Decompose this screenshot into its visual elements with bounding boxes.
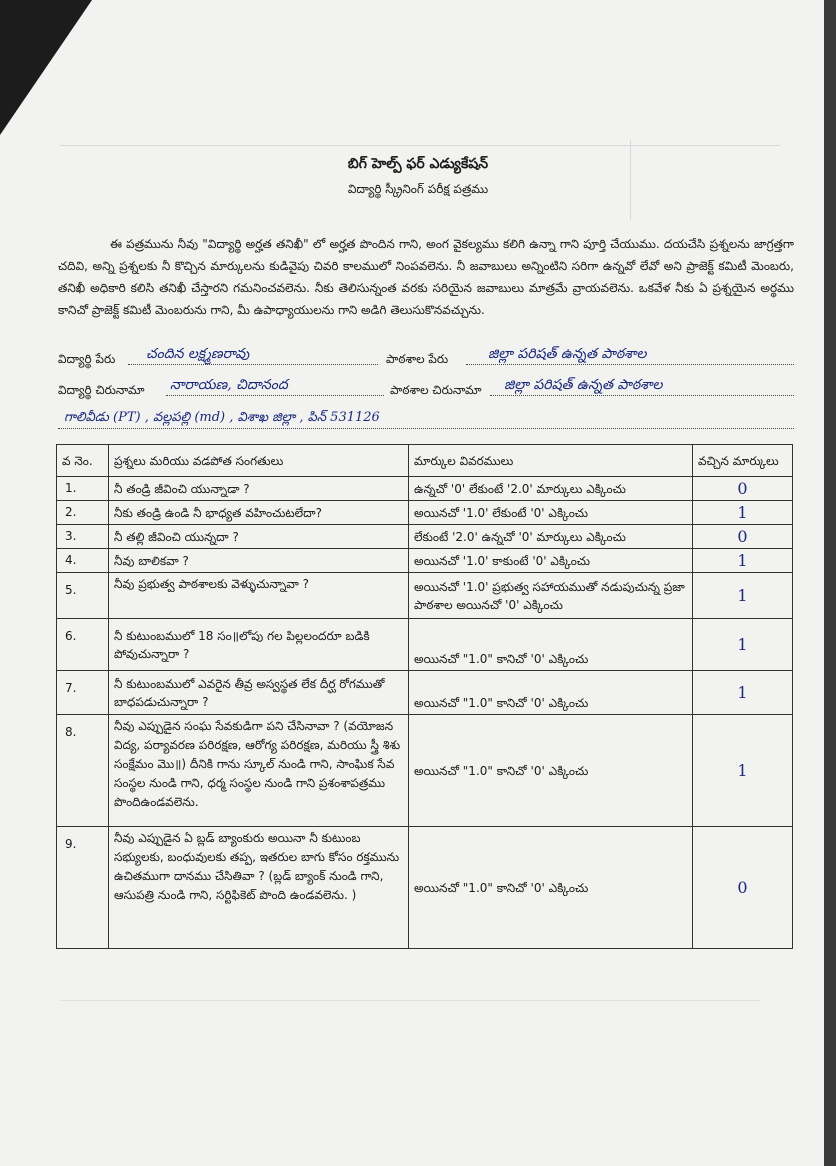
row-sno: 5. — [57, 573, 109, 619]
school-address-label: పాఠశాల చిరునామా — [390, 383, 482, 397]
school-name-value[interactable]: జిల్లా పరిషత్ ఉన్నత పాఠశాల — [488, 346, 647, 362]
row-question: నీవు ఎప్పుడైన సంఘ సేవకుడిగా పని చేసినావా ? (వయోజన విద్య, పర్యావరణ పరిరక్షణ, ఆరోగ్య పరిరక్షణ, మరియు స్త్రీ శిశు సంక్షేమం మొ॥) దీనికి గాను స్కూల్ నుండి గాని, సాంఘిక సేవ సంస్థల నుండి గాని, ధర్మ సంస్థల నుండి గాని ప్రశంశాపత్రము పొందిఉండవలెను. — [109, 715, 409, 827]
row-obtained[interactable]: 0 — [693, 827, 793, 949]
row-obtained[interactable]: 1 — [693, 715, 793, 827]
row-question: నీ తండ్రి జీవించి యున్నాడా ? — [109, 477, 409, 501]
table-row — [57, 715, 793, 827]
row-question: నీ కుటుంబములో 18 సం॥లోపు గల పిల్లలందరూ బడికి పోవుచున్నారా ? — [109, 619, 409, 671]
header-marks-details: మార్కుల వివరములు — [409, 445, 693, 477]
table-row — [57, 477, 793, 501]
row-marks: అయినచో '1.0' కాకుంటే '0' ఎక్కించు — [409, 549, 693, 573]
row-sno: 4. — [57, 549, 109, 573]
row-marks: అయినచో "1.0" కానిచో '0' ఎక్కించు — [409, 715, 693, 827]
showthrough-line — [60, 145, 780, 147]
row-obtained[interactable]: 1 — [693, 573, 793, 619]
table-row — [57, 573, 793, 619]
row-obtained[interactable]: 1 — [693, 619, 793, 671]
student-address-label: విద్యార్థి చిరునామా — [58, 383, 145, 397]
dotted-line — [58, 428, 794, 429]
row-question: నీవు ప్రభుత్వ పాఠశాలకు వెళ్ళుచున్నావా ? — [109, 573, 409, 619]
screening-table — [56, 444, 793, 949]
row-obtained[interactable]: 1 — [693, 549, 793, 573]
row-marks: ఉన్నచో '0' లేకుంటే '2.0' మార్కులు ఎక్కించు — [409, 477, 693, 501]
row-question: నీ తల్లి జీవించి యున్నదా ? — [109, 525, 409, 549]
form-row-name — [58, 346, 794, 374]
row-marks: అయినచో "1.0" కానిచో '0' ఎక్కించు — [409, 827, 693, 949]
table-row — [57, 549, 793, 573]
row-obtained[interactable]: 1 — [693, 501, 793, 525]
row-obtained[interactable]: 0 — [693, 477, 793, 501]
row-marks: లేకుంటే '2.0' ఉన్నచో '0' మార్కులు ఎక్కించు — [409, 525, 693, 549]
row-marks: అయినచో "1.0" కానిచో '0' ఎక్కించు — [409, 619, 693, 671]
row-obtained[interactable]: 1 — [693, 671, 793, 715]
row-marks: అయినచో "1.0" కానిచో '0' ఎక్కించు — [409, 671, 693, 715]
showthrough-line — [60, 1000, 760, 1002]
form-row-address — [58, 377, 794, 405]
student-name-label: విద్యార్థి పేరు — [58, 352, 116, 366]
school-name-label: పాఠశాల పేరు — [386, 352, 449, 366]
student-name-value[interactable]: చందిన లక్ష్మణరావు — [146, 346, 250, 362]
address-line2-value[interactable]: గాలివీడు (PT) , వల్లపల్లి (md) , విశాఖ జిల్లా , పిన్ 531126 — [64, 410, 380, 425]
document-title: బిగ్ హెల్ప్ ఫర్ ఎడ్యుకేషన్ — [347, 156, 489, 172]
table-row — [57, 501, 793, 525]
header-marks-obtained: వచ్చిన మార్కులు — [693, 445, 793, 477]
header-question: ప్రశ్నలు మరియు వడపోత సంగతులు — [109, 445, 409, 477]
folded-corner — [0, 0, 92, 135]
header-sno: వ నెం. — [57, 445, 109, 477]
row-question: నీవు ఎప్పుడైన ఏ బ్లడ్ బ్యాంకురు అయినా నీ కుటుంబ సభ్యులకు, బంధువులకు తప్ప, ఇతరుల బాగు కోసం రక్తమును ఉచితముగా దానము చేసితివా ? (బ్లడ్ బ్యాంక్ నుండి గాని, ఆసుపత్రి నుండి గాని, సర్టిఫికెట్ పొంది ఉండవలెను. ) — [109, 827, 409, 949]
row-marks: అయినచో '1.0' లేకుంటే '0' ఎక్కించు — [409, 501, 693, 525]
row-sno: 8. — [57, 715, 109, 827]
row-sno: 6. — [57, 619, 109, 671]
school-address-value[interactable]: జిల్లా పరిషత్ ఉన్నత పాఠశాల — [504, 377, 663, 393]
row-sno: 3. — [57, 525, 109, 549]
table-row — [57, 619, 793, 671]
row-obtained[interactable]: 0 — [693, 525, 793, 549]
table-header-row — [57, 445, 793, 477]
table-row — [57, 671, 793, 715]
row-sno: 2. — [57, 501, 109, 525]
table-row — [57, 827, 793, 949]
student-address-value[interactable]: నారాయణ, చిదానంద — [170, 377, 288, 393]
row-question: నీ కుటుంబములో ఎవరైన తీవ్ర అస్వస్థత లేక దీర్ఘ రోగముతో బాధపడుచున్నారా ? — [109, 671, 409, 715]
table-row — [57, 525, 793, 549]
document-subtitle: విద్యార్థి స్క్రీనింగ్ పరీక్ష పత్రము — [347, 182, 489, 196]
instructions-paragraph: ఈ పత్రమును నీవు "విద్యార్థి అర్హత తనిఖీ" లో అర్హత పొందిన గాని, అంగ వైకల్యము కలిగి ఉన్నా గాని పూర్తి చేయుము. దయచేసి ప్రశ్నలను జాగ్రత్తగా చదివి, అన్ని ప్రశ్నలకు నీ కొచ్చిన మార్కులను కుడివైపు చివరి కాలములో నింపవలెను. నీ జవాబులు అన్నింటిని సరిగా ఉన్నవో లేవో అని ప్రాజెక్ట్ కమిటీ మెంబరు, తనిఖీ అధికారి కలిసి తనిఖీ చేస్తారని గమనించవలెను. నీకు తెలిసున్నంత వరకు సరియైన జవాబులు మాత్రమే వ్రాయవలెను. ఒకవేళ నీకు ఏ ప్రశ్నయైన అర్థము కానిచో ప్రాజెక్ట్ కమిటీ మెంబరును గాని, మీ ఉపాధ్యాయులను గాని అడిగి తెలుసుకొనవచ్చును. — [58, 237, 794, 317]
showthrough-line — [630, 140, 632, 220]
row-sno: 1. — [57, 477, 109, 501]
row-question: నీకు తండ్రి ఉండి నీ భాధ్యత వహించుటలేదా? — [109, 501, 409, 525]
row-question: నీవు బాలికవా ? — [109, 549, 409, 573]
row-sno: 9. — [57, 827, 109, 949]
row-marks: అయినచో '1.0' ప్రభుత్వ సహాయముతో నడుపుచున్న ప్రజా పాఠశాల అయినచో '0' ఎక్కించు — [409, 573, 693, 619]
row-sno: 7. — [57, 671, 109, 715]
form-row-address-2 — [58, 410, 794, 438]
